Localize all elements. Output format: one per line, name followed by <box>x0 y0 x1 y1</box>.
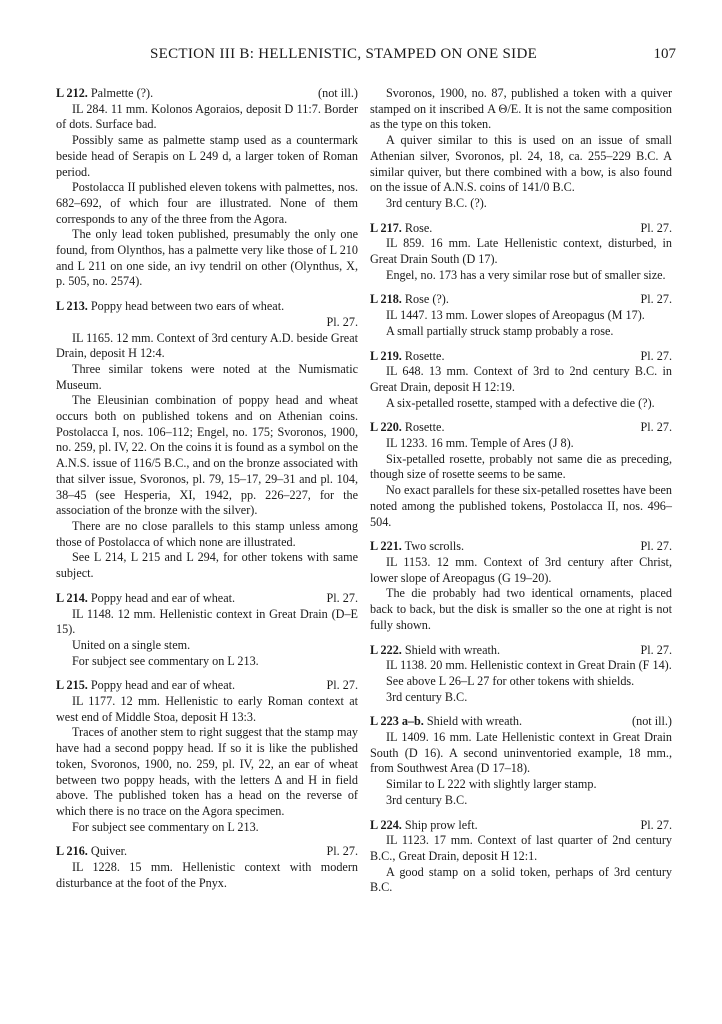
entry-title: Two scrolls. <box>404 539 465 554</box>
entry-heading <box>370 818 672 834</box>
entry-paragraph: A small partially struck stamp probably a rose. <box>386 323 614 338</box>
catalogue-entry <box>370 714 672 808</box>
entry-heading <box>56 591 358 607</box>
catalogue-entry <box>56 299 358 582</box>
plate-reference: Pl. 27. <box>640 817 672 832</box>
entry-paragraph: IL 1153. 12 mm. Context of 3rd century after Christ, lower slope of Areopagus (G 19–20). <box>370 554 672 585</box>
plate-reference: Pl. 27. <box>640 220 672 235</box>
entry-paragraph: Engel, no. 173 has a very similar rose but of smaller size. <box>386 267 666 282</box>
entry-title: Shield with wreath. <box>426 714 523 729</box>
entry-number: L 213. <box>56 299 88 314</box>
entry-paragraph: The only lead token published, presumably the only one found, from Olynthos, has a palmette very like those of L 210 and L 211 on one side, an ivy tendril on other (Olynthus, X, p. 505, no. 2574). <box>56 227 358 289</box>
entry-paragraph: Svoronos, 1900, no. 87, published a token with a quiver stamped on it inscribed Α Θ/Ε. It is not the same composition as the type on this token. <box>370 86 672 132</box>
catalogue-entry <box>370 420 672 530</box>
entry-title: Rosette. <box>404 348 445 363</box>
entry-paragraph: IL 1165. 12 mm. Context of 3rd century A.D. beside Great Drain, deposit H 12:4. <box>56 330 358 361</box>
entry-number: L 222. <box>370 642 402 657</box>
catalogue-entry <box>370 539 672 633</box>
catalogue-entry <box>56 591 358 670</box>
plate-reference: Pl. 27. <box>640 642 672 657</box>
plate-reference: Pl. 27. <box>326 844 358 859</box>
entry-paragraph: IL 1123. 17 mm. Context of last quarter of 2nd century B.C., Great Drain, deposit H 12:1. <box>370 833 672 863</box>
entry-title: Rosette. <box>404 420 445 435</box>
entry-heading <box>56 86 358 102</box>
entry-paragraph: For subject see commentary on L 213. <box>72 819 259 834</box>
entry-title: Poppy head between two ears of wheat. <box>90 299 285 314</box>
entry-title: Poppy head and ear of wheat. <box>90 590 236 605</box>
entry-paragraph: Postolacca II published eleven tokens with palmettes, nos. 682–692, of which four are illustrated. None of them corresponds to any of the three from the Agora. <box>56 180 358 226</box>
entry-number: L 212. <box>56 86 88 100</box>
entry-paragraph: See L 214, L 215 and L 294, for other tokens with same subject. <box>56 550 358 581</box>
catalogue-entry <box>370 292 672 339</box>
entry-number: L 219. <box>370 348 402 363</box>
entry-paragraph: A six-petalled rosette, stamped with a defective die (?). <box>386 395 655 410</box>
page-number: 107 <box>653 46 676 62</box>
catalogue-entry <box>370 818 672 897</box>
entry-paragraph: Traces of another stem to right suggest that the stamp may have had a second poppy head. If so it is like the published token, Svoronos, 1900, no. 259, pl. IV, 22, an ear of wheat between two poppy heads, with the letters Δ and H in field above. The published token has a head on the reverse of which there is no trace on the Agora specimen. <box>56 725 358 818</box>
entry-heading <box>56 678 358 694</box>
catalogue-entry <box>370 349 672 412</box>
entry-paragraph: 3rd century B.C. (?). <box>386 195 487 210</box>
entry-paragraph: There are no close parallels to this stamp unless among those of Postolacca of which none are illustrated. <box>56 518 358 549</box>
entry-paragraph: IL 284. 11 mm. Kolonos Agoraios, deposit D 11:7. Border of dots. Surface bad. <box>56 101 358 132</box>
entry-number: L 216. <box>56 844 88 859</box>
entry-paragraph: IL 1228. 15 mm. Hellenistic context with modern disturbance at the foot of the Pnyx. <box>56 860 358 890</box>
entry-heading <box>370 221 672 237</box>
entry-title: Rose. <box>404 220 433 235</box>
entry-paragraph: IL 1148. 12 mm. Hellenistic context in Great Drain (D–E 15). <box>56 606 358 637</box>
entry-number: L 217. <box>370 220 402 235</box>
section-title: SECTION III B: HELLENISTIC, STAMPED ON ONE SIDE <box>150 46 538 62</box>
entry-number: L 218. <box>370 292 402 307</box>
entry-paragraph: No exact parallels for these six-petalled rosettes have been noted among the published tokens, Postolacca II, nos. 496–504. <box>370 483 672 529</box>
entry-heading <box>370 349 672 365</box>
entry-title: Poppy head and ear of wheat. <box>90 678 236 693</box>
entry-heading <box>56 299 358 315</box>
entry-number: L 214. <box>56 590 88 605</box>
catalogue-entry <box>370 86 672 212</box>
entry-number: L 221. <box>370 539 402 554</box>
entry-paragraph: Similar to L 222 with slightly larger stamp. <box>386 777 597 792</box>
entry-title: Palmette (?). <box>90 86 154 100</box>
entry-paragraph: See above L 26–L 27 for other tokens with shields. <box>386 673 635 688</box>
entry-title: Shield with wreath. <box>404 642 501 657</box>
entry-paragraph: IL 648. 13 mm. Context of 3rd to 2nd century B.C. in Great Drain, deposit H 12:19. <box>370 364 672 394</box>
entry-paragraph: Possibly same as palmette stamp used as a countermark beside head of Serapis on L 249 d, a larger token of Roman period. <box>56 133 358 179</box>
entry-paragraph: A good stamp on a solid token, perhaps of 3rd century B.C. <box>370 864 672 895</box>
plate-reference: Pl. 27. <box>326 590 358 605</box>
plate-reference: Pl. 27. <box>640 348 672 363</box>
entry-paragraph: For subject see commentary on L 213. <box>72 653 259 668</box>
plate-reference: Pl. 27. <box>326 314 358 329</box>
entry-paragraph: Six-petalled rosette, probably not same die as preceding, though size of rosette seems to be same. <box>370 451 672 482</box>
entry-paragraph: 3rd century B.C. <box>386 792 468 807</box>
entry-paragraph: IL 859. 16 mm. Late Hellenistic context, disturbed, in Great Drain South (D 17). <box>370 236 672 267</box>
entry-number: L 224. <box>370 817 402 832</box>
entry-paragraph: The die probably had two identical ornaments, placed back to back, but the disk is smaller so the one at right is not fully shown. <box>370 586 672 632</box>
catalogue-entry <box>56 844 358 891</box>
entry-title: Rose (?). <box>404 292 449 307</box>
entry-heading <box>370 420 672 436</box>
entry-title: Ship prow left. <box>404 817 478 832</box>
entry-paragraph: IL 1409. 16 mm. Late Hellenistic context in Great Drain South (D 16). A second uninventoried example, 18 mm., from Southwest Area (D 17–18). <box>370 730 672 776</box>
catalogue-entry <box>370 643 672 706</box>
plate-reference: (not ill.) <box>318 86 358 100</box>
plate-reference: Pl. 27. <box>326 678 358 693</box>
entry-paragraph: A quiver similar to this is used on an issue of small Athenian silver, Svoronos, pl. 24, 18, ca. 255–229 B.C. A similar quiver, but there combined with a bow, is also found on the issue of A.N.S. coins of 141/0 B.C. <box>370 133 672 195</box>
entry-paragraph: IL 1138. 20 mm. Hellenistic context in Great Drain (F 14). <box>386 658 672 673</box>
running-header <box>90 46 676 70</box>
entry-paragraph: The Eleusinian combination of poppy head and wheat occurs both on published tokens and on Athenian coins. Postolacca I, nos. 106–112; Engel, no. 175; Svoronos, 1900, no. 259, pl. IV, 22. On the coins it is found as a symbol on the A.N.S. issue of 116/5 B.C., and on the bronze associated with that silver issue, Svoronos, pl. 79, 15–17, 29–31 and pl. 104, 38–45 (see Hesperia, XI, 1942, pp. 226–227, for the association of the bronze with the silver). <box>56 393 358 518</box>
plate-reference: Pl. 27. <box>640 539 672 554</box>
catalogue-entry <box>56 678 358 835</box>
entry-paragraph: Three similar tokens were noted at the Numismatic Museum. <box>56 361 358 392</box>
entry-heading <box>370 292 672 308</box>
catalogue-entry <box>370 221 672 284</box>
entry-paragraph: IL 1233. 16 mm. Temple of Ares (J 8). <box>386 436 574 451</box>
entry-paragraph: IL 1177. 12 mm. Hellenistic to early Roman context at west end of Middle Stoa, deposit H 13:3. <box>56 694 358 724</box>
plate-reference: Pl. 27. <box>640 292 672 307</box>
entry-number: L 223 a–b. <box>370 714 424 729</box>
entry-title: Quiver. <box>90 844 128 859</box>
entry-heading <box>370 539 672 555</box>
entry-paragraph: 3rd century B.C. <box>386 689 468 704</box>
plate-reference: (not ill.) <box>632 714 672 729</box>
plate-reference: Pl. 27. <box>640 420 672 435</box>
entry-number: L 220. <box>370 420 402 435</box>
entry-paragraph: IL 1447. 13 mm. Lower slopes of Areopagus (M 17). <box>386 308 645 323</box>
catalogue-entry <box>56 86 358 290</box>
entry-heading <box>370 714 672 730</box>
left-column <box>56 86 358 900</box>
entry-heading <box>370 643 672 659</box>
entry-heading <box>56 844 358 860</box>
right-column <box>370 86 672 905</box>
entry-paragraph: United on a single stem. <box>72 637 191 652</box>
entry-number: L 215. <box>56 678 88 693</box>
